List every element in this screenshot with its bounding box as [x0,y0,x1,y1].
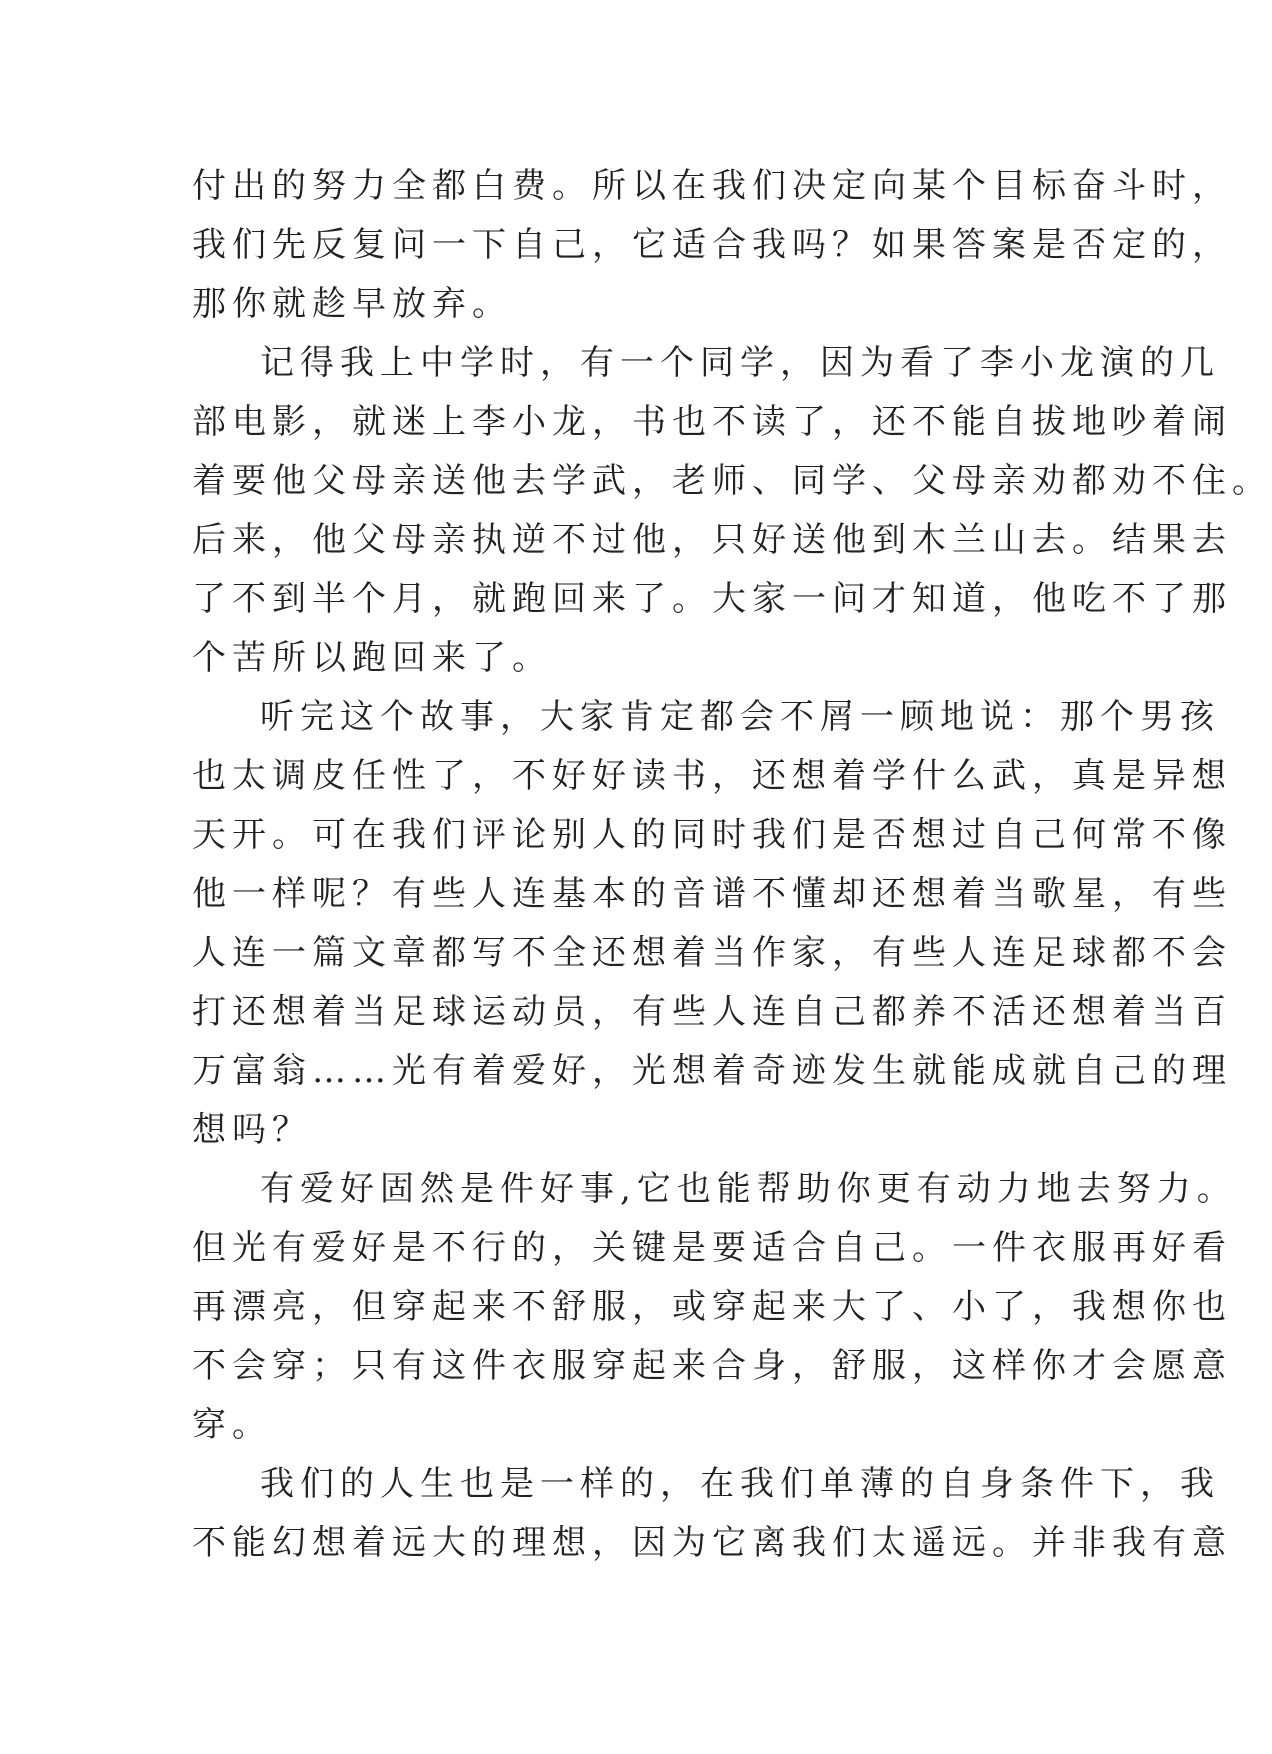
text-line: 部电影，就迷上李小龙，书也不读了，还不能自拔地吵着闹 [192,402,1232,442]
text-line: 也太调皮任性了，不好好读书，还想着学什么武，真是异想 [192,756,1232,796]
text-line: 我们先反复问一下自己，它适合我吗？如果答案是否定的， [192,225,1232,265]
text-line: 他一样呢？有些人连基本的音谱不懂却还想着当歌星，有些 [192,874,1232,914]
text-line: 个苦所以跑回来了。 [192,638,552,678]
text-line: 了不到半个月，就跑回来了。大家一问才知道，他吃不了那 [192,579,1232,619]
text-line: 天开。可在我们评论别人的同时我们是否想过自己何常不像 [192,815,1232,855]
text-line: 不能幻想着远大的理想，因为它离我们太遥远。并非我有意 [192,1523,1232,1563]
body-text [192,157,1272,1573]
text-line: 付出的努力全都白费。所以在我们决定向某个目标奋斗时， [192,166,1232,206]
text-line: 人连一篇文章都写不全还想着当作家，有些人连足球都不会 [192,933,1232,973]
text-line: 有爱好固然是件好事,它也能帮助你更有动力地去努力。 [260,1169,1237,1209]
text-line: 着要他父母亲送他去学武，老师、同学、父母亲劝都劝不住。 [192,461,1272,501]
text-line: 不会穿；只有这件衣服穿起来合身，舒服，这样你才会愿意 [192,1346,1232,1386]
text-line: 万富翁……光有着爱好，光想着奇迹发生就能成就自己的理 [192,1051,1232,1091]
text-line: 想吗？ [192,1110,312,1150]
text-line: 打还想着当足球运动员，有些人连自己都养不活还想着当百 [192,992,1232,1032]
text-line: 听完这个故事，大家肯定都会不屑一顾地说：那个男孩 [260,697,1220,737]
text-line: 我们的人生也是一样的，在我们单薄的自身条件下，我 [260,1464,1220,1504]
text-line: 记得我上中学时，有一个同学，因为看了李小龙演的几 [260,343,1220,383]
text-line: 再漂亮，但穿起来不舒服，或穿起来大了、小了，我想你也 [192,1287,1232,1327]
text-line: 穿。 [192,1405,272,1445]
text-line: 但光有爱好是不行的，关键是要适合自己。一件衣服再好看 [192,1228,1232,1268]
text-line: 后来，他父母亲执逆不过他，只好送他到木兰山去。结果去 [192,520,1232,560]
text-line: 那你就趁早放弃。 [192,284,512,324]
